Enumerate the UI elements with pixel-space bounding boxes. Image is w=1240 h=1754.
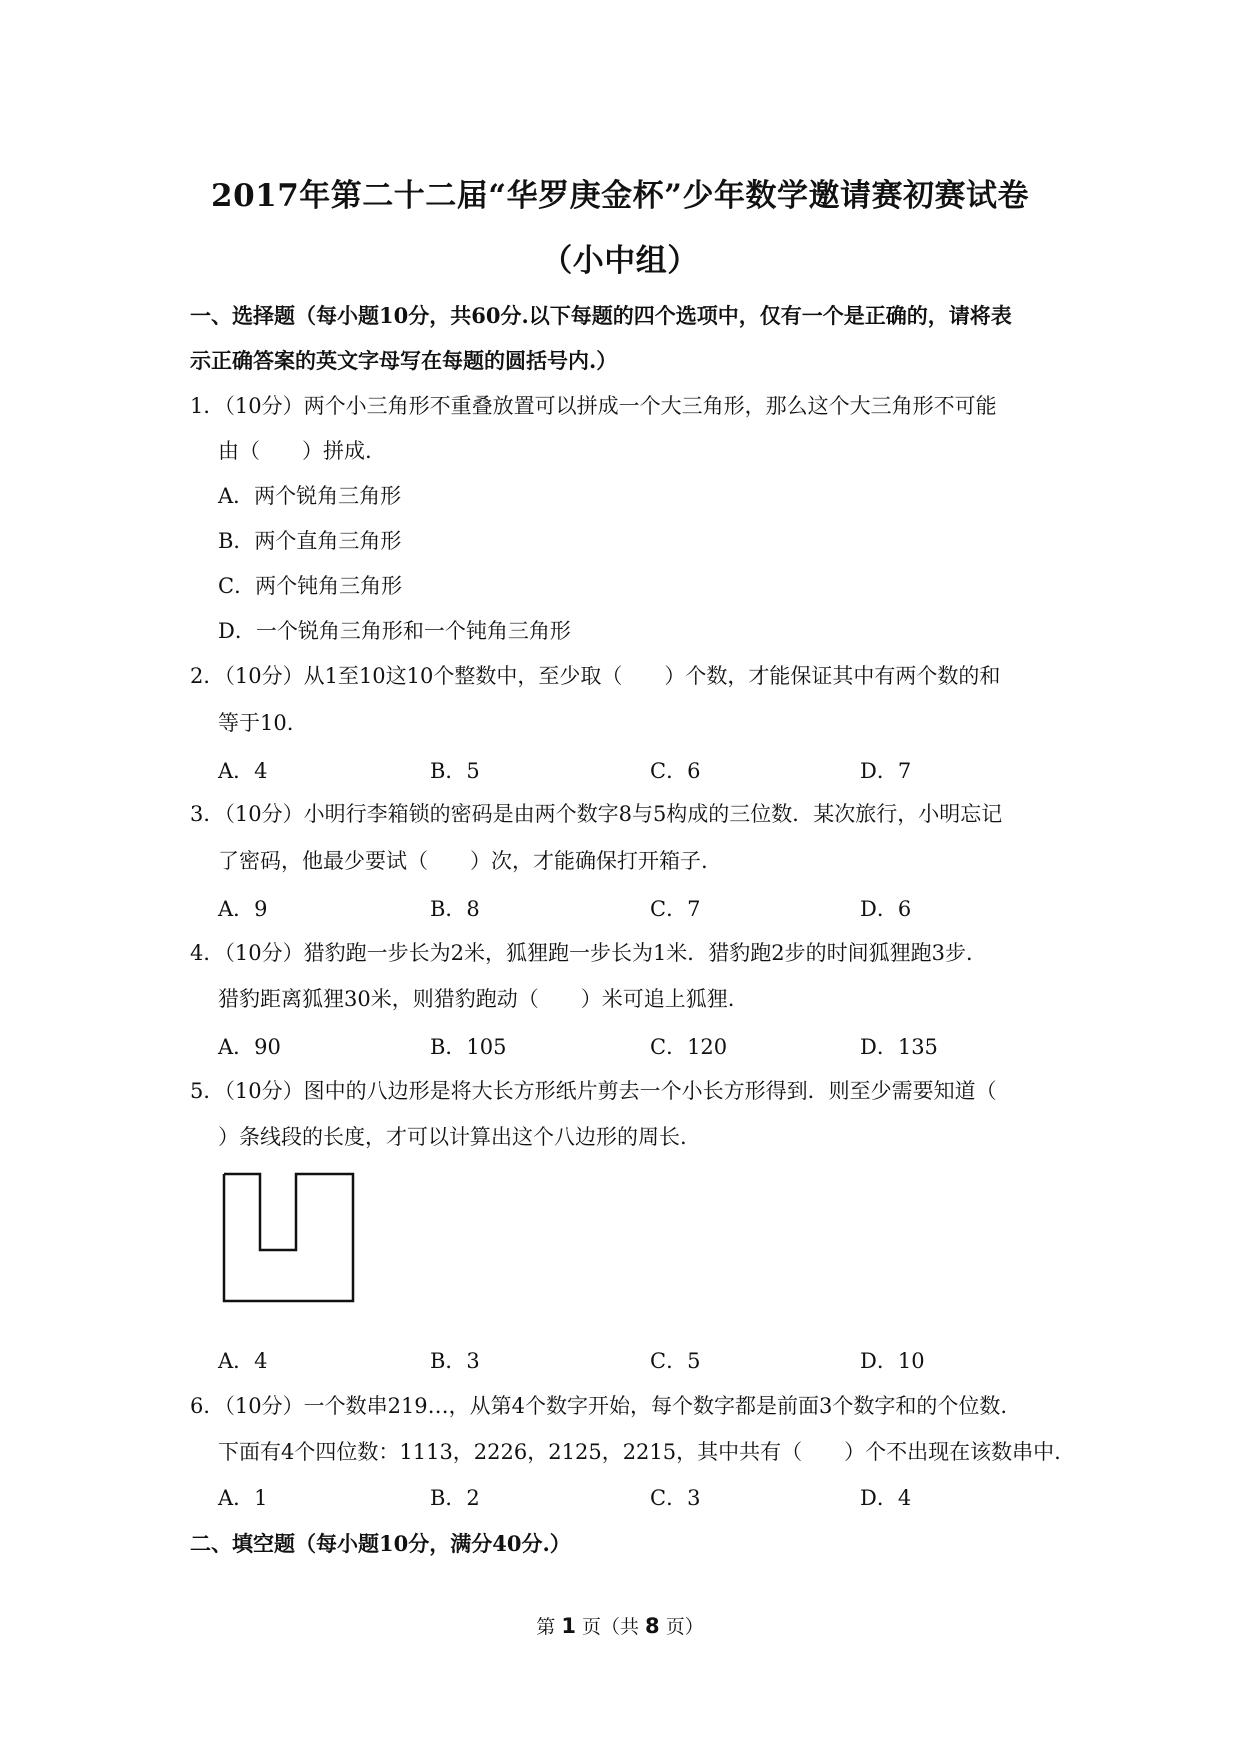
question-5-option-a: A．4	[218, 1349, 268, 1373]
question-2-text: 2．（10分）从1至10这10个整数中，至少取（ ）个数，才能保证其中有两个数的和	[190, 664, 1001, 688]
footer-total-pages: 8	[645, 1614, 660, 1638]
question-2-text-cont: 等于10.	[218, 711, 294, 735]
section1-heading-line1: 一、选择题（每小题10分，共60分.以下每题的四个选项中，仅有一个是正确的，请将表	[190, 303, 1012, 328]
question-2-option-d: D．7	[860, 759, 912, 783]
question-6-option-b: B．2	[430, 1486, 480, 1510]
question-4-text: 4．（10分）猎豹跑一步长为2米，狐狸跑一步长为1米．猎豹跑2步的时间狐狸跑3步．	[190, 941, 988, 965]
question-1-text: 1．（10分）两个小三角形不重叠放置可以拼成一个大三角形，那么这个大三角形不可能	[190, 394, 997, 418]
question-6-text-cont: 下面有4个四位数：1113，2226，2125，2215，其中共有（ ）个不出现在该数串中.	[218, 1440, 1061, 1464]
question-5-option-b: B．3	[430, 1349, 480, 1373]
question-6-text: 6．（10分）一个数串219…，从第4个数字开始，每个数字都是前面3个数字和的个位数.	[190, 1394, 1008, 1418]
question-2-option-b: B．5	[430, 759, 480, 783]
question-1-option-b: B．两个直角三角形	[218, 529, 402, 553]
section2-heading: 二、填空题（每小题10分，满分40分.）	[190, 1531, 571, 1556]
section1-heading-line2: 示正确答案的英文字母写在每题的圆括号内.）	[190, 348, 618, 373]
question-4-text-cont: 猎豹距离狐狸30米，则猎豹跑动（ ）米可追上狐狸.	[218, 987, 735, 1011]
footer-prefix: 第	[536, 1616, 556, 1638]
question-5-text: 5．（10分）图中的八边形是将大长方形纸片剪去一个小长方形得到．则至少需要知道（	[190, 1079, 997, 1103]
exam-title: 2017年第二十二届“华罗庚金杯”少年数学邀请赛初赛试卷	[211, 178, 1029, 214]
question-3-option-c: C．7	[650, 897, 701, 921]
question-3-text-cont: 了密码，他最少要试（ ）次，才能确保打开箱子.	[218, 849, 708, 873]
question-3-option-d: D．6	[860, 897, 912, 921]
question-2-option-c: C．6	[650, 759, 701, 783]
question-6-option-a: A．1	[218, 1486, 268, 1510]
question-3-option-b: B．8	[430, 897, 480, 921]
octagon-outline	[224, 1174, 353, 1301]
question-6-option-d: D．4	[860, 1486, 912, 1510]
question-1-option-d: D．一个锐角三角形和一个钝角三角形	[218, 619, 571, 643]
question-4-option-b: B．105	[430, 1035, 507, 1059]
footer-suffix: 页）	[665, 1616, 704, 1638]
question-4-option-d: D．135	[860, 1035, 938, 1059]
page-footer	[0, 1612, 1240, 1639]
question-1-option-a: A．两个锐角三角形	[218, 484, 402, 508]
octagon-figure	[222, 1172, 356, 1304]
question-4-option-a: A．90	[218, 1035, 281, 1059]
question-3-option-a: A．9	[218, 897, 268, 921]
exam-subtitle: （小中组）	[541, 243, 699, 279]
question-5-option-c: C．5	[650, 1349, 701, 1373]
question-3-text: 3．（10分）小明行李箱锁的密码是由两个数字8与5构成的三位数．某次旅行，小明忘记	[190, 802, 1003, 826]
question-5-option-d: D．10	[860, 1349, 925, 1373]
question-2-option-a: A．4	[218, 759, 268, 783]
question-1-text-cont: 由（ ）拼成.	[218, 439, 372, 463]
question-5-text-cont: ）条线段的长度，才可以计算出这个八边形的周长.	[218, 1125, 687, 1149]
question-1-option-c: C．两个钝角三角形	[218, 574, 403, 598]
footer-page-number: 1	[561, 1614, 576, 1638]
footer-mid: 页（共	[581, 1616, 639, 1638]
question-6-option-c: C．3	[650, 1486, 701, 1510]
question-4-option-c: C．120	[650, 1035, 728, 1059]
